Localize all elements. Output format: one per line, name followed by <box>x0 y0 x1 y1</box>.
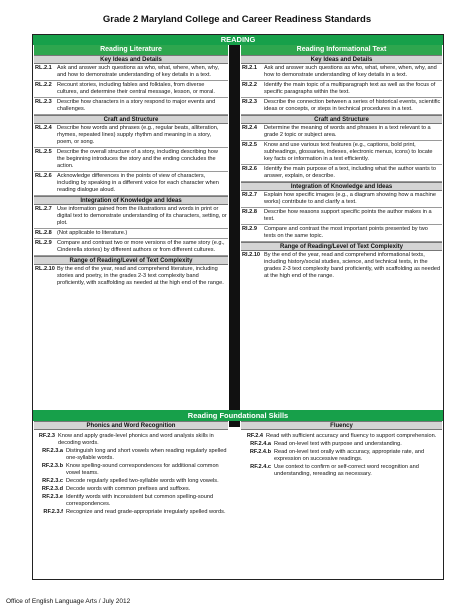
standard-code: RL.2.3 <box>35 99 52 105</box>
standard-code: RL.2.10 <box>35 266 55 272</box>
standard-text: Identify the main topic of a multiparagraph text as well as the focus of specific paragraphs within the text. <box>264 82 436 95</box>
section-header: Key Ideas and Details <box>241 55 442 64</box>
standard-text: Decode regularly spelled two-syllable words with long vowels. <box>66 478 219 484</box>
standard-text: Explain how specific images (e.g., a diagram showing how a machine works) contribute to and clarify a text. <box>264 192 436 205</box>
standard-code: RF.2.3.f <box>43 509 63 515</box>
column-divider <box>229 45 240 410</box>
standard-code: RF.2.3.d <box>41 486 63 492</box>
standard-text: Describe how reasons support specific points the author makes in a text. <box>264 209 432 222</box>
standard-text: Describe how characters in a story respond to major events and challenges. <box>57 99 216 112</box>
standard-row <box>34 98 228 115</box>
standard-text: Determine the meaning of words and phrases in a text relevant to a grade 2 topic or subject area. <box>264 125 431 138</box>
section-header: Range of Reading/Level of Text Complexity <box>34 256 228 265</box>
reading-informational-column <box>241 45 442 281</box>
standard-code: RI.2.10 <box>242 252 261 258</box>
standard-code: RI.2.5 <box>242 142 257 148</box>
foundational-row <box>35 494 227 508</box>
footer: Office of English Language Arts / July 2012 <box>6 598 131 605</box>
standard-code: RI.2.7 <box>242 192 257 198</box>
standard-text: Identify the main purpose of a text, including what the author wants to answer, explain, or describe. <box>264 166 436 179</box>
standard-code: RL.2.1 <box>35 65 52 71</box>
standard-text: Compare and contrast the most important points presented by two texts on the same topic. <box>264 226 428 239</box>
standard-text: Describe how words and phrases (e.g., regular beats, alliteration, rhymes, repeated lines) supply rhythm and meaning in a story, poem, or song. <box>57 125 219 145</box>
foundational-row <box>35 478 227 485</box>
standard-code: RL.2.8 <box>35 230 52 236</box>
standard-text: Describe the overall structure of a story, including describing how the beginning introduces the story and the ending concludes the action. <box>57 149 218 169</box>
reading-literature-column <box>34 45 228 288</box>
standard-code: RL.2.2 <box>35 82 52 88</box>
standard-text: Acknowledge differences in the points of view of characters, including by speaking in a different voice for each character when reading dialogue aloud. <box>57 173 219 193</box>
standard-text: Know and use various text features (e.g., captions, bold print, subheadings, glossaries, indexes, electronic menus, icons) to locate key facts or information in a text efficiently. <box>264 142 433 162</box>
standard-row <box>34 64 228 81</box>
standard-text: Describe the connection between a series of historical events, scientific ideas or concepts, or steps in technical procedures in a text. <box>264 99 441 112</box>
standard-text: Ask and answer such questions as who, what, where, when, why, and how to demonstrate understanding of key details in a text. <box>57 65 219 78</box>
standard-row <box>34 239 228 256</box>
standard-row <box>34 81 228 98</box>
standard-text: Recognize and read grade-appropriate irregularly spelled words. <box>66 509 226 515</box>
standard-text: Use context to confirm or self-correct word recognition and understanding, rereading as necessary. <box>274 464 419 477</box>
section-header: Key Ideas and Details <box>34 55 228 64</box>
standard-code: RF.2.4 <box>246 433 263 439</box>
standard-code: RL.2.4 <box>35 125 52 131</box>
standard-code: RF.2.3.a <box>42 448 63 454</box>
foundational-row <box>35 433 227 447</box>
section-header: Range of Reading/Level of Text Complexity <box>241 242 442 251</box>
standard-text: Know and apply grade-level phonics and word analysis skills in decoding words. <box>58 433 214 446</box>
section-header: Integration of Knowledge and Ideas <box>241 182 442 191</box>
standard-row <box>34 205 228 229</box>
standard-row <box>34 148 228 172</box>
fluency-column <box>241 421 442 430</box>
foundational-row <box>243 433 441 440</box>
standard-text: Identify words with inconsistent but common spelling-sound correspondences. <box>66 494 214 507</box>
standards-table <box>32 34 444 580</box>
standard-code: RL.2.9 <box>35 240 52 246</box>
standard-code: RF.2.3.b <box>41 463 63 469</box>
standard-row <box>34 265 228 288</box>
standard-code: RI.2.4 <box>242 125 257 131</box>
standard-code: RF.2.4.b <box>249 449 271 455</box>
standard-code: RI.2.2 <box>242 82 257 88</box>
foundational-row <box>35 486 227 493</box>
standard-code: RL.2.6 <box>35 173 52 179</box>
informational-header: Reading Informational Text <box>241 45 442 55</box>
section-header: Craft and Structure <box>34 115 228 124</box>
standard-row <box>241 124 442 141</box>
standard-row <box>241 225 442 242</box>
section-header: Craft and Structure <box>241 115 442 124</box>
standard-row <box>241 191 442 208</box>
standard-code: RF.2.3.c <box>42 478 63 484</box>
standard-text: Read on-level text orally with accuracy, appropriate rate, and expression on successive readings. <box>274 449 425 462</box>
standard-text: Read with sufficient accuracy and fluency to support comprehension. <box>266 433 437 439</box>
standard-row <box>241 208 442 225</box>
standard-code: RL.2.5 <box>35 149 52 155</box>
standard-row <box>241 165 442 182</box>
standard-row <box>241 141 442 165</box>
standard-row <box>241 81 442 98</box>
foundational-row <box>243 464 441 478</box>
standard-code: RF.2.4.c <box>250 464 271 470</box>
section-header: Integration of Knowledge and Ideas <box>34 196 228 205</box>
standard-text: Distinguish long and short vowels when reading regularly spelled one-syllable words. <box>66 448 227 461</box>
standard-text: Recount stories, including fables and folktales, from diverse cultures, and determine their central message, lesson, or moral. <box>57 82 215 95</box>
standard-code: RI.2.1 <box>242 65 257 71</box>
standard-text: Read on-level text with purpose and understanding. <box>274 441 402 447</box>
column-divider-foundational <box>229 421 240 427</box>
standard-text: (Not applicable to literature.) <box>57 230 128 236</box>
standard-code: RF.2.4.a <box>250 441 271 447</box>
fluency-list <box>243 433 441 479</box>
standard-row <box>241 98 442 115</box>
foundational-row <box>35 463 227 477</box>
foundational-row <box>243 449 441 463</box>
standard-code: RI.2.3 <box>242 99 257 105</box>
standard-text: By the end of the year, read and comprehend literature, including stories and poetry, in the grades 2-3 text complexity band proficiently, with scaffolding as needed at the high end of the range. <box>57 266 224 286</box>
standard-row <box>34 172 228 196</box>
standard-text: Use information gained from the illustrations and words in print or digital text to demonstrate understanding of its characters, setting, or plot. <box>57 206 227 226</box>
standard-text: By the end of the year, read and comprehend informational texts, including history/social studies, science, and technical texts, in the grades 2-3 text complexity band proficiently, with scaffolding as needed at the high end of the range. <box>264 252 441 279</box>
standard-text: Ask and answer such questions as who, what, where, when, why, and how to demonstrate understanding of key details in a text. <box>264 65 437 78</box>
standard-code: RF.2.3.e <box>42 494 63 500</box>
phonics-header: Phonics and Word Recognition <box>34 421 228 430</box>
reading-band: READING <box>33 35 443 45</box>
foundational-row <box>35 448 227 462</box>
literature-header: Reading Literature <box>34 45 228 55</box>
standard-row <box>241 64 442 81</box>
standard-text: Decode words with common prefixes and suffixes. <box>66 486 191 492</box>
standard-code: RI.2.9 <box>242 226 257 232</box>
standard-row <box>34 229 228 239</box>
standard-text: Know spelling-sound correspondences for additional common vowel teams. <box>66 463 219 476</box>
standard-code: RI.2.6 <box>242 166 257 172</box>
phonics-list <box>35 433 227 517</box>
standard-text: Compare and contrast two or more versions of the same story (e.g., Cinderella stories) by different authors or from different cultures. <box>57 240 225 253</box>
standard-code: RI.2.8 <box>242 209 257 215</box>
fluency-header: Fluency <box>241 421 442 430</box>
page-title: Grade 2 Maryland College and Career Readiness Standards <box>102 14 372 25</box>
foundational-row <box>35 509 227 516</box>
standard-row <box>241 251 442 281</box>
standard-row <box>34 124 228 148</box>
phonics-column <box>34 421 228 430</box>
foundational-band: Reading Foundational Skills <box>33 410 443 421</box>
standard-code: RL.2.7 <box>35 206 52 212</box>
foundational-row <box>243 441 441 448</box>
standard-code: RF.2.3 <box>38 433 55 439</box>
